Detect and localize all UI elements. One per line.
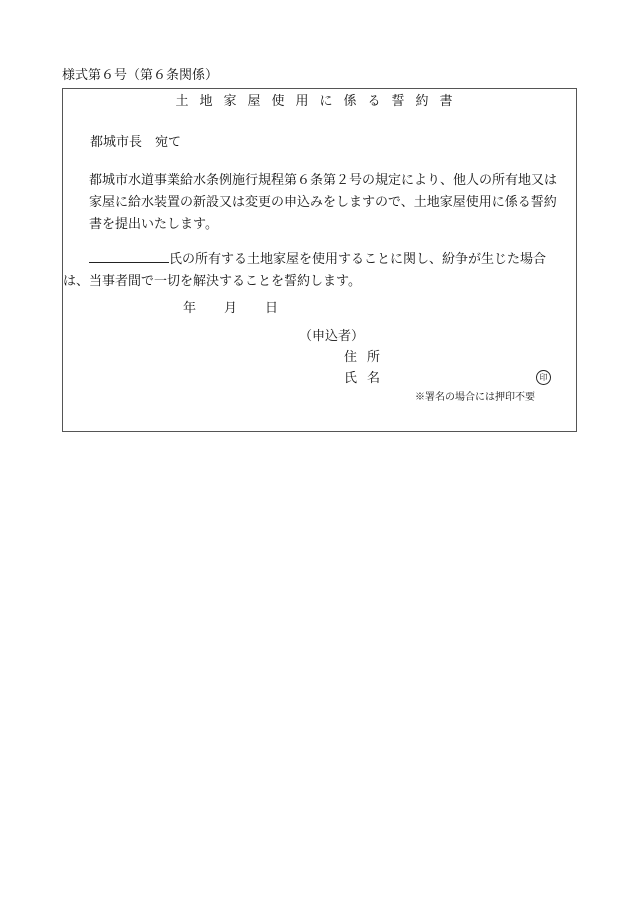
date-month-label: 月 <box>224 301 238 316</box>
applicant-heading: （申込者） <box>299 329 365 344</box>
pledge-paragraph-2-text-b: は、当事者間で一切を解決することを誓約します。 <box>63 274 361 289</box>
date-day-label: 日 <box>265 301 279 316</box>
form-number-label: 様式第６号（第６条関係） <box>62 68 219 83</box>
document-title: 土地家屋使用に係る誓約書 <box>175 94 464 109</box>
seal-note: ※署名の場合には押印不要 <box>415 392 535 403</box>
date-line <box>143 301 278 317</box>
owner-name-blank[interactable] <box>89 248 169 263</box>
pledge-paragraph-1-text: 都城市水道事業給水条例施行規程第６条第２号の規定により、他人の所有地又は家屋に給水装置の新設又は変更の申込みをしますので、土地家屋使用に係る誓約書を提出いたします。 <box>89 173 558 232</box>
addressee: 都城市長 宛て <box>90 135 182 150</box>
date-year-label: 年 <box>183 301 197 316</box>
name-label: 氏名 <box>344 371 391 386</box>
pledge-paragraph-1 <box>89 170 569 236</box>
address-label: 住所 <box>344 350 391 365</box>
pledge-form-frame <box>62 88 577 432</box>
pledge-paragraph-2 <box>63 248 569 293</box>
pledge-paragraph-2-text-a: 氏の所有する土地家屋を使用することに関し、紛争が生じた場合 <box>169 252 547 267</box>
seal-mark-icon: 印 <box>536 370 551 385</box>
